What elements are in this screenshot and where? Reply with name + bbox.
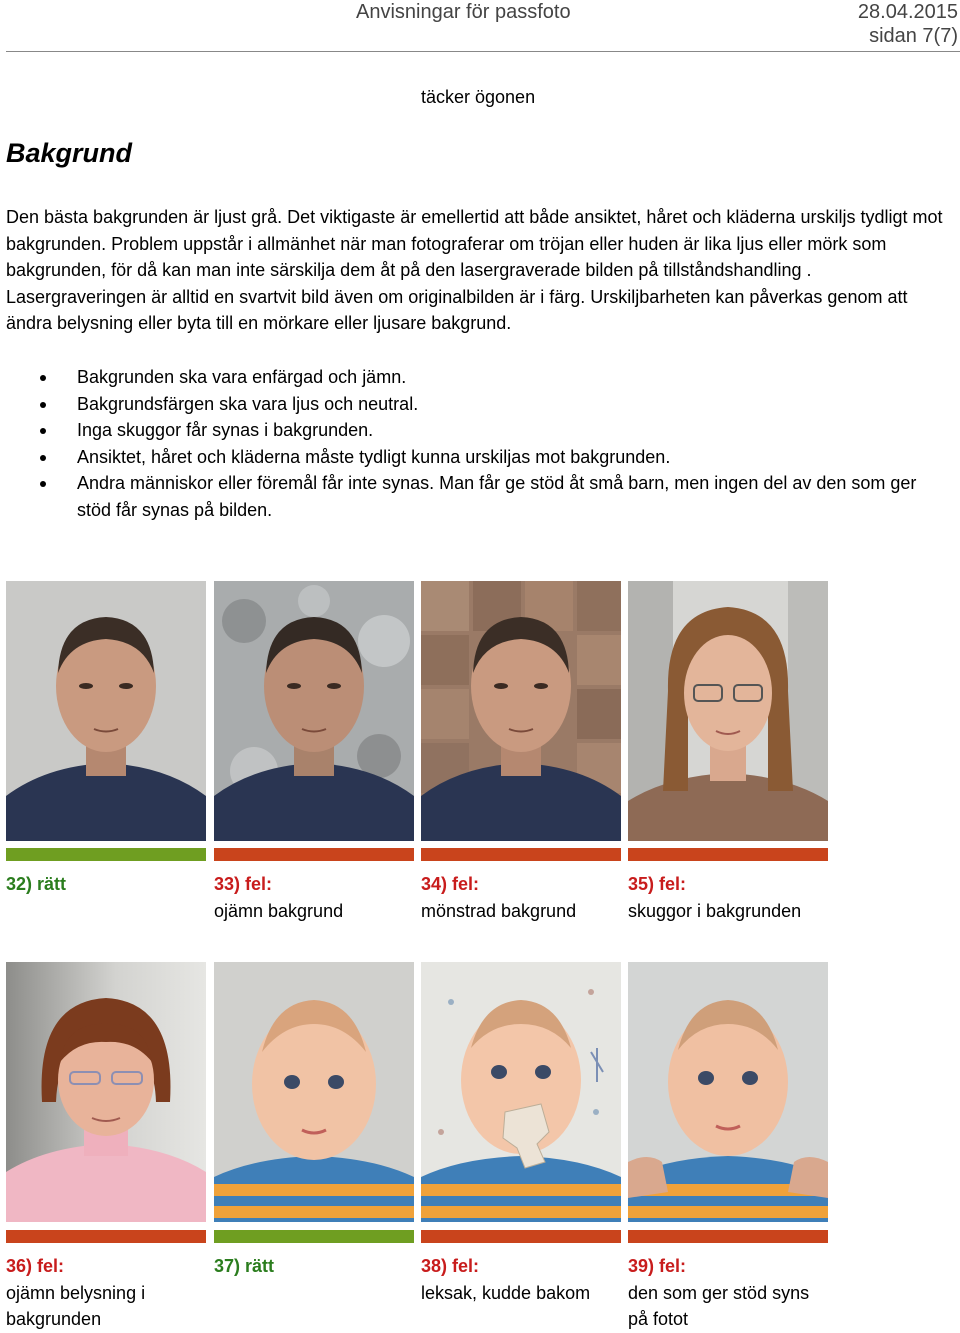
bullet-icon <box>40 375 46 381</box>
list-item-text: Bakgrundsfärgen ska vara ljus och neutral. <box>77 393 419 414</box>
example-photo-34 <box>421 581 621 841</box>
list-item <box>0 391 940 418</box>
example-photo-35 <box>628 581 828 841</box>
example-photo-37 <box>214 962 414 1222</box>
caption-37 <box>214 1253 414 1280</box>
list-item-text: Ansiktet, håret och kläderna måste tydligt kunna urskiljas mot bakgrunden. <box>77 446 671 467</box>
status-bar-39 <box>628 1230 828 1243</box>
caption-detail: den som ger stöd syns på fotot <box>628 1282 810 1329</box>
header-divider <box>6 51 960 52</box>
bullet-icon <box>40 428 46 434</box>
caption-verdict: 32) rätt <box>6 874 67 894</box>
caption-35 <box>628 871 828 924</box>
caption-verdict: 36) fel: <box>6 1256 65 1276</box>
status-bar-36 <box>6 1230 206 1243</box>
status-bar-34 <box>421 848 621 861</box>
caption-32 <box>6 871 206 898</box>
bullet-icon <box>40 455 46 461</box>
document-title: Anvisningar för passfoto <box>356 1 571 23</box>
example-photo-32 <box>6 581 206 841</box>
caption-verdict: 39) fel: <box>628 1256 687 1276</box>
caption-detail: leksak, kudde bakom <box>421 1282 591 1303</box>
bullet-icon <box>40 402 46 408</box>
list-item <box>0 364 940 391</box>
caption-38 <box>421 1253 621 1306</box>
intro-paragraph: Den bästa bakgrunden är ljust grå. Det viktigaste är emellertid att både ansiktet, håret och kläderna urskiljs tydligt mot bakgrunden. Problem uppstår i allmänhet när man fotograferar om tröjan eller huden är lika ljus eller mörk som bakgrunden, för då kan man inte särskilja dem åt på den lasergraverade bilden på tillståndshandling . Lasergraveringen är alltid en svartvit bild även om originalbilden är i färg. Urskiljbarheten kan påverkas genom att ändra belysning eller byta till en mörkare eller ljusare bakgrund. <box>6 207 943 333</box>
caption-36 <box>6 1253 186 1333</box>
page-number: sidan 7(7) <box>869 25 958 47</box>
continuation-text: täcker ögonen <box>421 87 536 107</box>
caption-33 <box>214 871 414 924</box>
document-date: 28.04.2015 <box>857 1 958 23</box>
list-item-text: Andra människor eller föremål får inte synas. Man får ge stöd åt små barn, men ingen del av den som ger stöd får synas på bilden. <box>77 473 917 520</box>
status-bar-35 <box>628 848 828 861</box>
status-bar-38 <box>421 1230 621 1243</box>
example-photo-39 <box>628 962 828 1222</box>
example-photo-33 <box>214 581 414 841</box>
caption-verdict: 34) fel: <box>421 874 480 894</box>
caption-verdict: 33) fel: <box>214 874 273 894</box>
caption-39 <box>628 1253 828 1333</box>
status-bar-37 <box>214 1230 414 1243</box>
status-bar-33 <box>214 848 414 861</box>
caption-34 <box>421 871 621 924</box>
section-heading: Bakgrund <box>6 138 133 168</box>
list-item <box>0 470 940 523</box>
list-item-text: Bakgrunden ska vara enfärgad och jämn. <box>77 367 407 387</box>
list-item <box>0 417 940 444</box>
caption-verdict: 37) rätt <box>214 1256 275 1276</box>
caption-detail: skuggor i bakgrunden <box>628 900 802 921</box>
caption-detail: ojämn bakgrund <box>214 900 344 921</box>
caption-verdict: 35) fel: <box>628 874 687 894</box>
requirements-list <box>0 364 940 523</box>
caption-verdict: 38) fel: <box>421 1256 480 1276</box>
list-item <box>0 444 940 471</box>
example-photo-36 <box>6 962 206 1222</box>
bullet-icon <box>40 481 46 487</box>
list-item-text: Inga skuggor får synas i bakgrunden. <box>77 420 374 440</box>
caption-detail: ojämn belysning i bakgrunden <box>6 1282 146 1329</box>
caption-detail: mönstrad bakgrund <box>421 900 577 921</box>
example-photo-38 <box>421 962 621 1222</box>
status-bar-32 <box>6 848 206 861</box>
